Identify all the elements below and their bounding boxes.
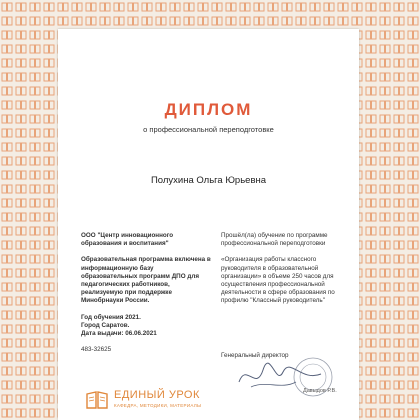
- left-column: [81, 232, 211, 354]
- issue-date: Дата выдачи: 06.06.2021: [81, 330, 157, 338]
- logo-name: ЕДИНЫЙ УРОК: [114, 389, 200, 401]
- diploma-subtitle: о профессиональной переподготовке: [143, 125, 274, 134]
- diploma-sheet: [58, 29, 359, 420]
- signature-name: Давыдов Р.В.: [303, 388, 337, 394]
- diploma-title: ДИПЛОМ: [164, 100, 253, 119]
- study-year: Год обучения 2021.: [81, 313, 141, 321]
- signature-block: [221, 352, 351, 402]
- open-book-icon: [86, 390, 108, 410]
- right-column: [221, 232, 349, 314]
- organization-name: ООО "Центр инновационного образования и воспитания": [81, 232, 174, 248]
- recipient-name: Полухина Ольга Юрьевна: [150, 175, 267, 186]
- program-info: Образовательная программа включена в информационную базу образовательных программ ДПО для педагогических работников, реализуемую при поддержке Минобрнауки России.: [81, 256, 211, 305]
- signature-title: Генеральный директор: [221, 352, 289, 359]
- course-description: «Организация работы классного руководителя в образовательной организации» в объеме 250 часов для осуществления профессиональной деятельности в сфере образования по профилю "Классный руководитель": [221, 256, 335, 305]
- signature-stamp: [221, 352, 351, 402]
- logo-tagline: КАФЕДРА, МЕТОДИКИ, МАТЕРИАЛЫ: [114, 403, 202, 408]
- city: Город Саратов.: [81, 321, 130, 329]
- logo: [86, 388, 226, 414]
- diploma-number: 483-32625: [81, 346, 112, 354]
- training-intro: Прошёл(ла) обучение по программе профессиональной переподготовки: [221, 232, 328, 248]
